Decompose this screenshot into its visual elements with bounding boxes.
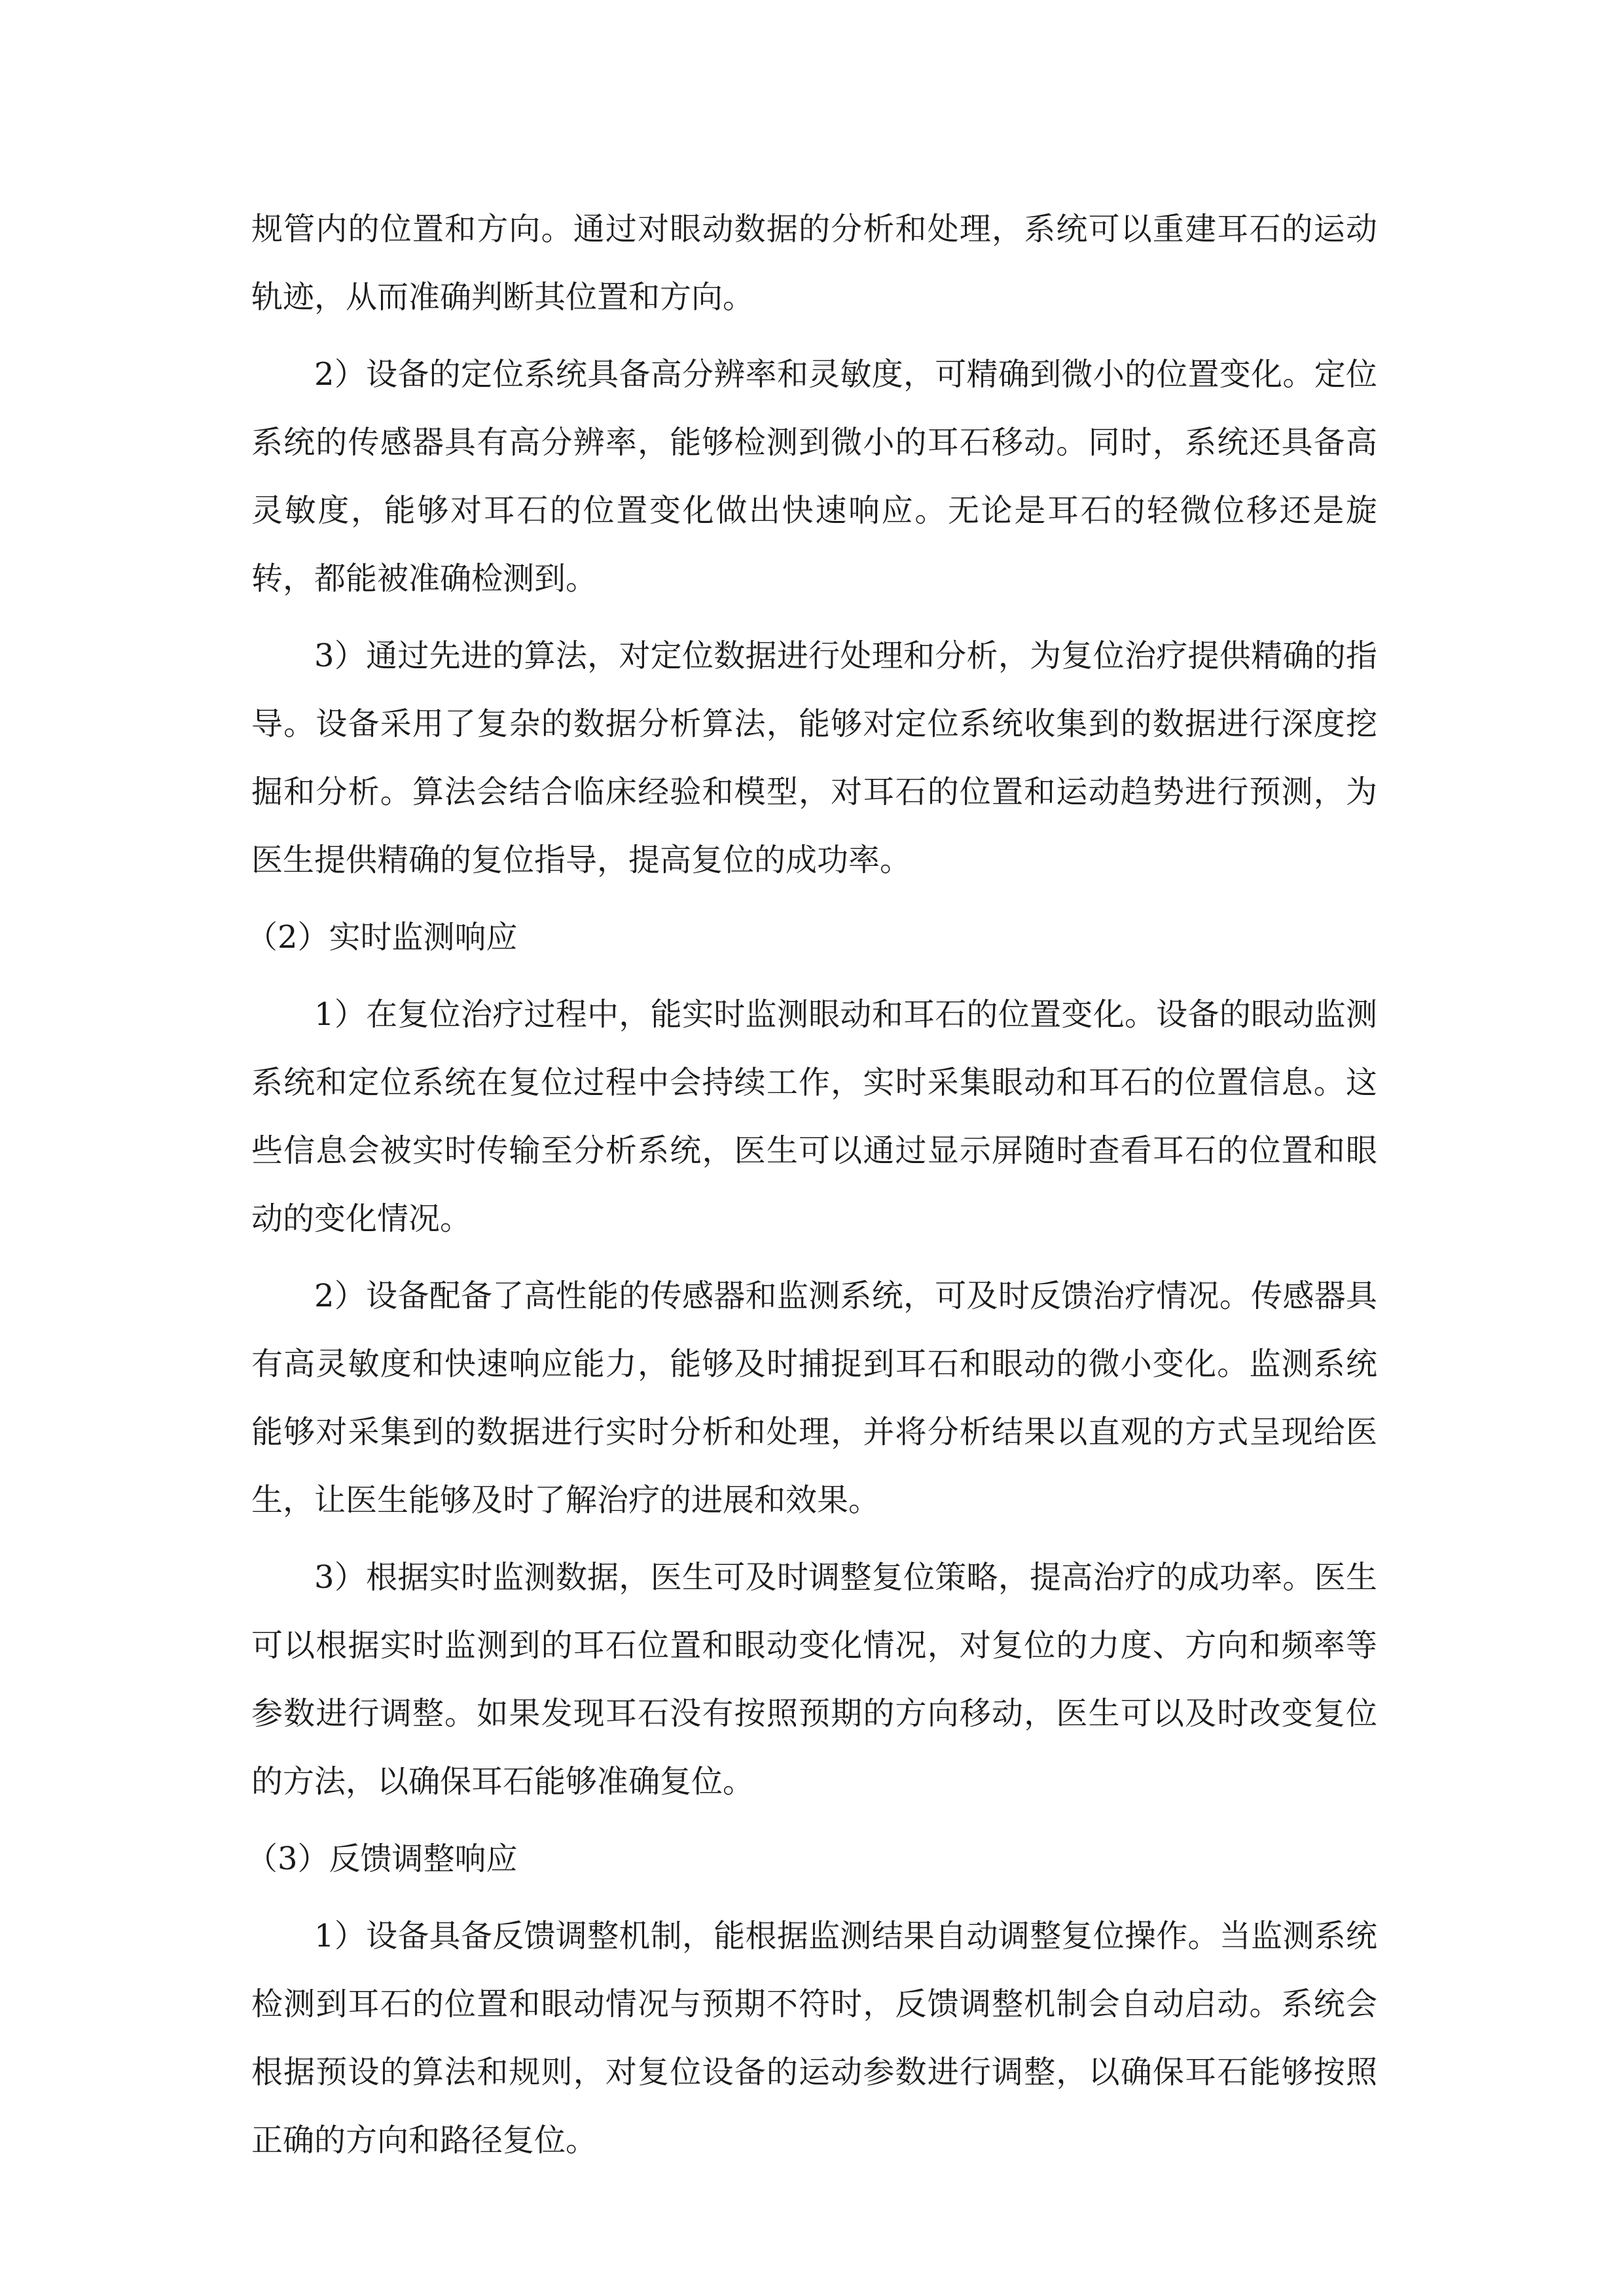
paragraph-feedback-mechanism: 1）设备具备反馈调整机制，能根据监测结果自动调整复位操作。当监测系统检测到耳石的位置和眼动情况与预期不符时，反馈调整机制会自动启动。系统会根据预设的算法和规则，对复位设备的运动参数进行调整，以确保耳石能够按照正确的方向和路径复位。: [251, 1918, 1377, 2159]
paragraph-strategy-adjustment: 3）根据实时监测数据，医生可及时调整复位策略，提高治疗的成功率。医生可以根据实时监测到的耳石位置和眼动变化情况，对复位的力度、方向和频率等参数进行调整。如果发现耳石没有按照预期的方向移动，医生可以及时改变复位的方法，以确保耳石能够准确复位。: [251, 1559, 1377, 1800]
paragraph-realtime-monitoring: 1）在复位治疗过程中，能实时监测眼动和耳石的位置变化。设备的眼动监测系统和定位系统在复位过程中会持续工作，实时采集眼动和耳石的位置信息。这些信息会被实时传输至分析系统，医生可以通过显示屏随时查看耳石的位置和眼动的变化情况。: [251, 996, 1377, 1237]
section-heading-realtime-monitoring: （2）实时监测响应: [246, 919, 518, 956]
paragraph-positioning-resolution: 2）设备的定位系统具备高分辨率和灵敏度，可精确到微小的位置变化。定位系统的传感器具有高分辨率，能够检测到微小的耳石移动。同时，系统还具备高灵敏度，能够对耳石的位置变化做出快速响应。无论是耳石的轻微位移还是旋转，都能被准确检测到。: [251, 356, 1377, 597]
paragraph-sensor-feedback: 2）设备配备了高性能的传感器和监测系统，可及时反馈治疗情况。传感器具有高灵敏度和快速响应能力，能够及时捕捉到耳石和眼动的微小变化。监测系统能够对采集到的数据进行实时分析和处理，并将分析结果以直观的方式呈现给医生，让医生能够及时了解治疗的进展和效果。: [251, 1278, 1377, 1518]
paragraph-continued: 规管内的位置和方向。通过对眼动数据的分析和处理，系统可以重建耳石的运动轨迹，从而准确判断其位置和方向。: [251, 211, 1377, 315]
document-body: [246, 195, 1377, 2183]
paragraph-algorithm-guidance: 3）通过先进的算法，对定位数据进行处理和分析，为复位治疗提供精确的指导。设备采用了复杂的数据分析算法，能够对定位系统收集到的数据进行深度挖掘和分析。算法会结合临床经验和模型，对耳石的位置和运动趋势进行预测，为医生提供精确的复位指导，提高复位的成功率。: [251, 637, 1377, 878]
section-heading-feedback-adjustment: （3）反馈调整响应: [246, 1840, 518, 1877]
